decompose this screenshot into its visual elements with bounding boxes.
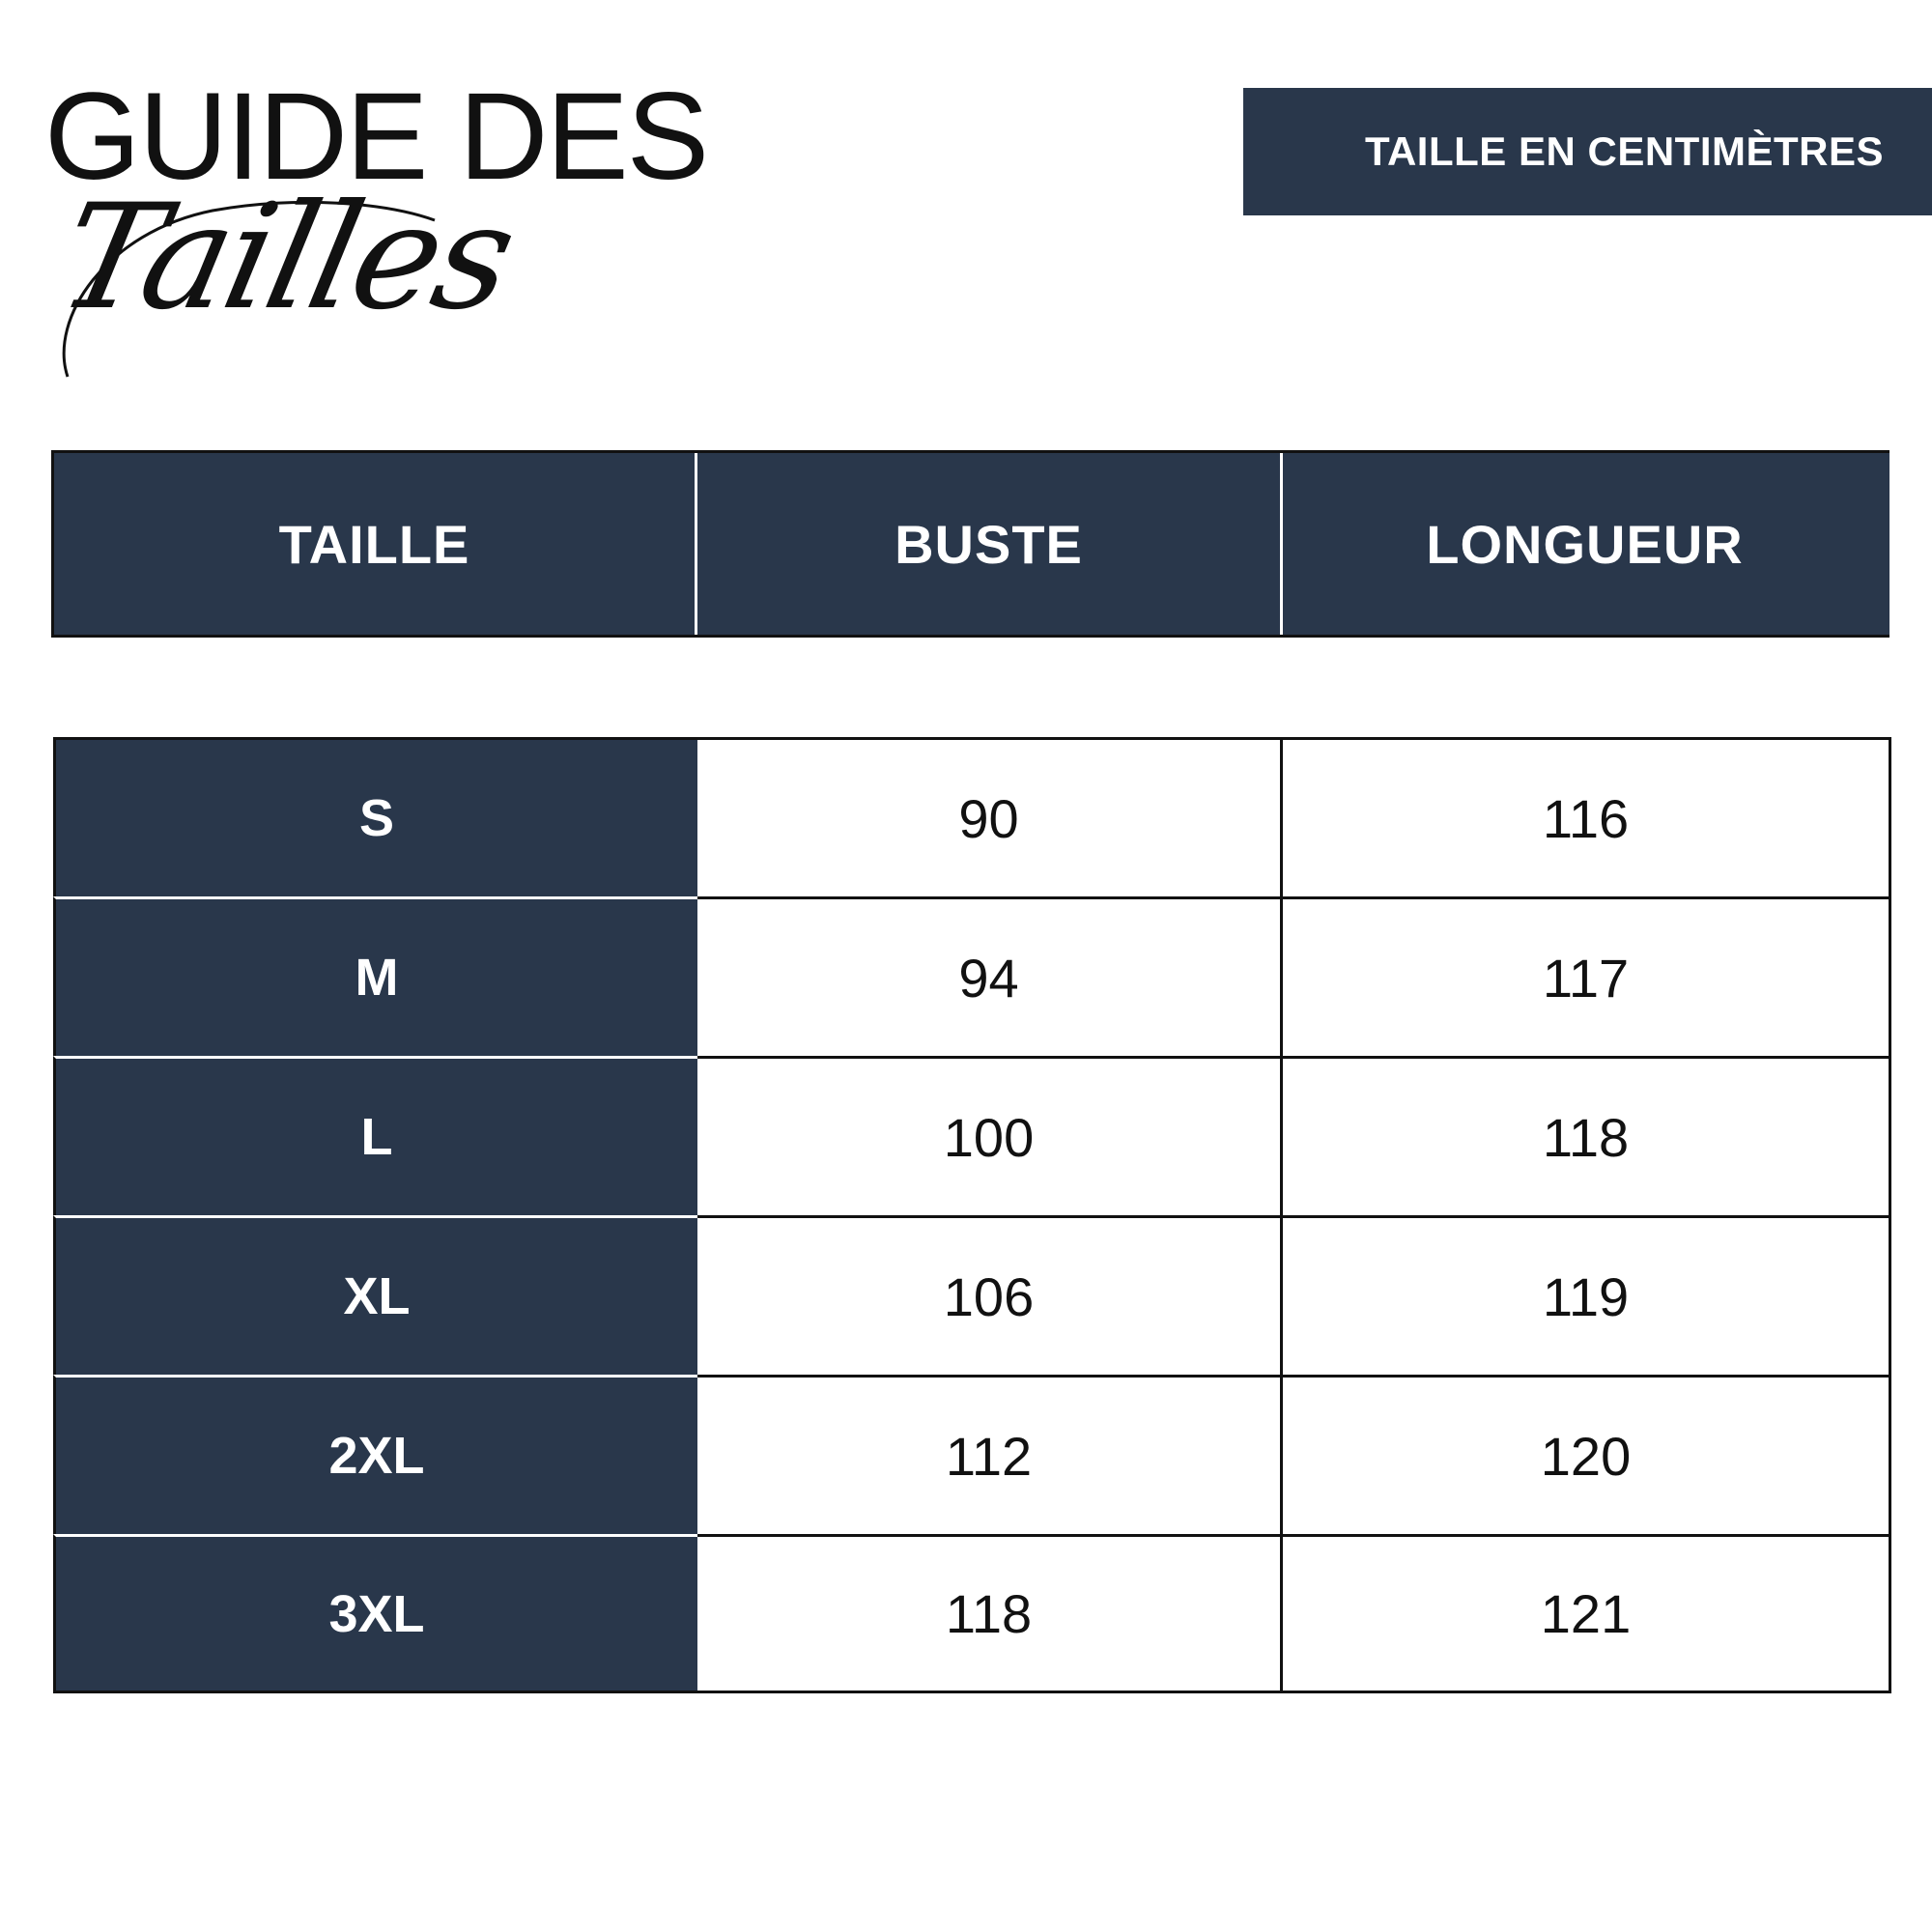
size-label: S (53, 737, 697, 896)
column-header-longueur: LONGUEUR (1280, 453, 1887, 635)
table-row (53, 737, 1891, 896)
longueur-value: 121 (1283, 1534, 1891, 1693)
unit-badge: TAILLE EN CENTIMÈTRES (1243, 88, 1932, 215)
size-label: 2XL (53, 1375, 697, 1534)
page-title: GUIDE DES (44, 68, 708, 206)
page-subtitle-script: Tailles (45, 174, 526, 342)
buste-value: 112 (697, 1375, 1283, 1534)
longueur-value: 119 (1283, 1215, 1891, 1375)
table-header (51, 450, 1889, 638)
buste-value: 106 (697, 1215, 1283, 1375)
table-row (53, 1056, 1891, 1215)
column-header-buste: BUSTE (695, 453, 1280, 635)
size-label: L (53, 1056, 697, 1215)
longueur-value: 117 (1283, 896, 1891, 1056)
size-table (53, 737, 1891, 1693)
table-row (53, 1534, 1891, 1693)
size-label: M (53, 896, 697, 1056)
table-row (53, 1215, 1891, 1375)
longueur-value: 120 (1283, 1375, 1891, 1534)
size-label: XL (53, 1215, 697, 1375)
buste-value: 118 (697, 1534, 1283, 1693)
column-header-taille: TAILLE (278, 513, 470, 575)
buste-value: 94 (697, 896, 1283, 1056)
size-label: 3XL (53, 1534, 697, 1693)
longueur-value: 116 (1283, 737, 1891, 896)
longueur-value: 118 (1283, 1056, 1891, 1215)
buste-value: 90 (697, 737, 1283, 896)
buste-value: 100 (697, 1056, 1283, 1215)
table-row (53, 1375, 1891, 1534)
table-row (53, 896, 1891, 1056)
